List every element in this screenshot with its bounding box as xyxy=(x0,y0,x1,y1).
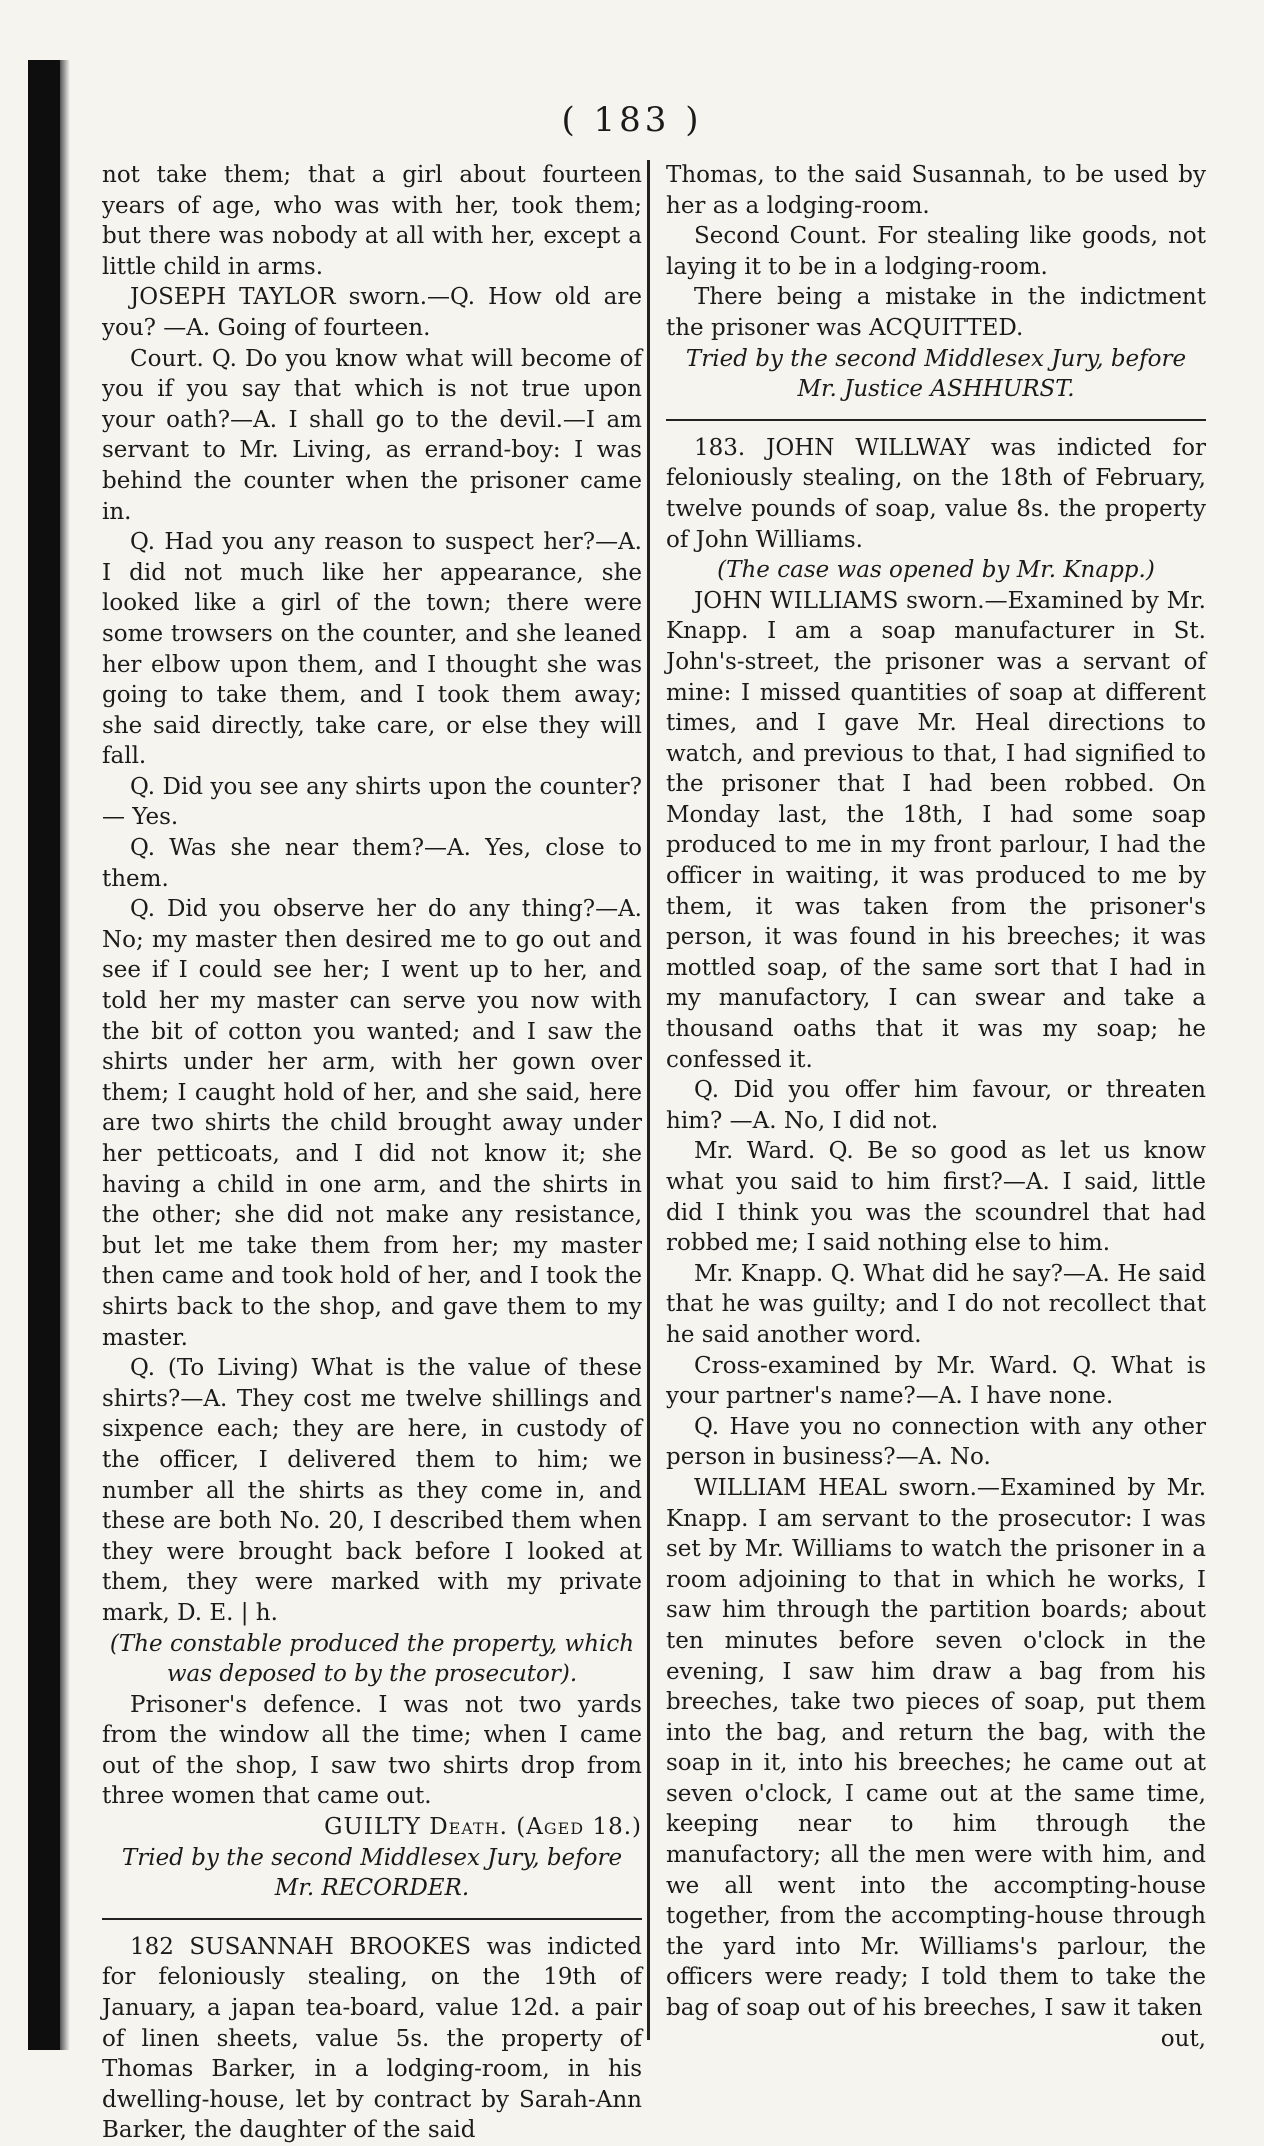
page-number: ( 183 ) xyxy=(561,100,703,140)
text-paragraph: WILLIAM HEAL sworn.—Examined by Mr. Knapp. I am servant to the prosecutor: I was set by Mr. Williams to watch the prisoner in a room adjoining to that in which he works, I saw him through the partition boards; about ten minutes before seven o'clock in the evening, I saw him draw a bag from his breeches, take two pieces of soap, put them into the bag, and return the bag, with the soap in it, into his breeches; he came out at seven o'clock, I came out at the same time, keeping near to him through the manufactory; all the men were with him, and we all went into the accompting-house together, from the accompting-house through the yard into Mr. Williams's parlour, the officers were ready; I told them to take the bag of soap out of his breeches, I saw it taken xyxy=(666,1474,1206,2022)
text-paragraph: Mr. Knapp. Q. What did he say?—A. He said that he was guilty; and I do not recollect that he said another word. xyxy=(666,1260,1206,1348)
text-paragraph: Q. Had you any reason to suspect her?—A. I did not much like her appearance, she looked like a girl of the town; there were some trowsers on the counter, and she leaned her elbow upon them, and I thought she was going to take them, and I took them away; she said directly, take care, or else they will fall. xyxy=(102,529,642,770)
section-rule xyxy=(666,419,1206,421)
book-binding-shadow xyxy=(28,60,60,2050)
text-paragraph: Second Count. For stealing like goods, not laying it to be in a lodging-room. xyxy=(666,223,1206,280)
text-paragraph: 183. JOHN WILLWAY was indicted for feloniously stealing, on the 18th of February, twelve pounds of soap, value 8s. the property of John Williams. xyxy=(666,434,1206,553)
text-paragraph: not take them; that a girl about fourteen years of age, who was with her, took them; but there was nobody at all with her, except a little child in arms. xyxy=(102,162,642,280)
text-paragraph: Prisoner's defence. I was not two yards from the window all the time; when I came out of the shop, I saw two shirts drop from three women that came out. xyxy=(102,1691,642,1810)
text-paragraph: Tried by the second Middlesex Jury, before Mr. RECORDER. xyxy=(121,1844,623,1902)
text-paragraph: Tried by the second Middlesex Jury, before Mr. Justice ASHHURST. xyxy=(685,345,1187,403)
text-paragraph: There being a mistake in the indictment the prisoner was ACQUITTED. xyxy=(666,284,1206,341)
text-paragraph: (The case was opened by Mr. Knapp.) xyxy=(717,557,1155,584)
text-paragraph: GUILTY Death. (Aged 18.) xyxy=(324,1814,642,1841)
text-paragraph: JOHN WILLIAMS sworn.—Examined by Mr. Knapp. I am a soap manufacturer in St. John's-street, the prisoner was a servant of mine: I missed quantities of soap at different times, and I gave Mr. Heal directions to watch, and previous to that, I had signified to the prisoner that I had been robbed. On Monday last, the 18th, I had some soap produced to me in my front parlour, I had the officer in waiting, it was produced to me by them, it was taken from the prisoner's person, it was found in his breeches; it was mottled soap, of the same sort that I had in my manufactory, I can swear and take a thousand oaths that it was my soap; he confessed it. xyxy=(666,587,1206,1073)
section-rule xyxy=(102,1918,642,1920)
text-paragraph: Q. Did you observe her do any thing?—A. No; my master then desired me to go out and see if I could see her; I went up to her, and told her my master can serve you now with the bit of cotton you wanted; and I saw the shirts under her arm, with her gown over them; I caught hold of her, and she said, here are two shirts the child brought away under her petticoats, and I did not know it; she having a child in one arm, and the shirts in the other; she did not make any resistance, but let me take them from her; my master then came and took hold of her, and I took the shirts back to the shop, and gave them to my master. xyxy=(102,896,642,1351)
text-paragraph: Thomas, to the said Susannah, to be used by her as a lodging-room. xyxy=(666,162,1206,219)
right-column xyxy=(666,160,1206,2054)
left-column xyxy=(102,160,642,2146)
column-divider xyxy=(647,160,650,2040)
text-paragraph: Q. Have you no connection with any other person in business?—A. No. xyxy=(666,1413,1206,1471)
text-paragraph: (The constable produced the property, which was deposed to by the prosecutor). xyxy=(109,1630,635,1688)
text-paragraph: JOSEPH TAYLOR sworn.—Q. How old are you? —A. Going of fourteen. xyxy=(102,284,642,341)
text-paragraph: Q. Did you see any shirts upon the counter?— Yes. xyxy=(102,773,642,831)
text-paragraph: Cross-examined by Mr. Ward. Q. What is your partner's name?—A. I have none. xyxy=(666,1352,1206,1410)
text-paragraph: Q. Was she near them?—A. Yes, close to them. xyxy=(102,835,642,892)
binding-fade xyxy=(60,60,70,2050)
text-paragraph: 182 SUSANNAH BROOKES was indicted for feloniously stealing, on the 19th of January, a japan tea-board, value 12d. a pair of linen sheets, value 5s. the property of Thomas Barker, in a lodging-room, in his dwelling-house, let by contract by Sarah-Ann Barker, the daughter of the said xyxy=(102,1933,642,2144)
text-paragraph: Q. (To Living) What is the value of these shirts?—A. They cost me twelve shillings and sixpence each; they are here, in custody of the officer, I delivered them to him; we number all the shirts as they come in, and these are both No. 20, I described them when they were brought back before I looked at them, they were marked with my private mark, D. E. | h. xyxy=(102,1355,642,1626)
text-paragraph: Q. Did you offer him favour, or threaten him? —A. No, I did not. xyxy=(666,1077,1206,1134)
text-paragraph: Mr. Ward. Q. Be so good as let us know what you said to him first?—A. I said, little did I think you was the scoundrel that had robbed me; I said nothing else to him. xyxy=(666,1138,1206,1257)
text-paragraph: out, xyxy=(1160,2025,1206,2052)
text-paragraph: Court. Q. Do you know what will become of you if you say that which is not true upon your oath?—A. I shall go to the devil.—I am servant to Mr. Living, as errand-boy: I was behind the counter when the prisoner came in. xyxy=(102,345,642,525)
